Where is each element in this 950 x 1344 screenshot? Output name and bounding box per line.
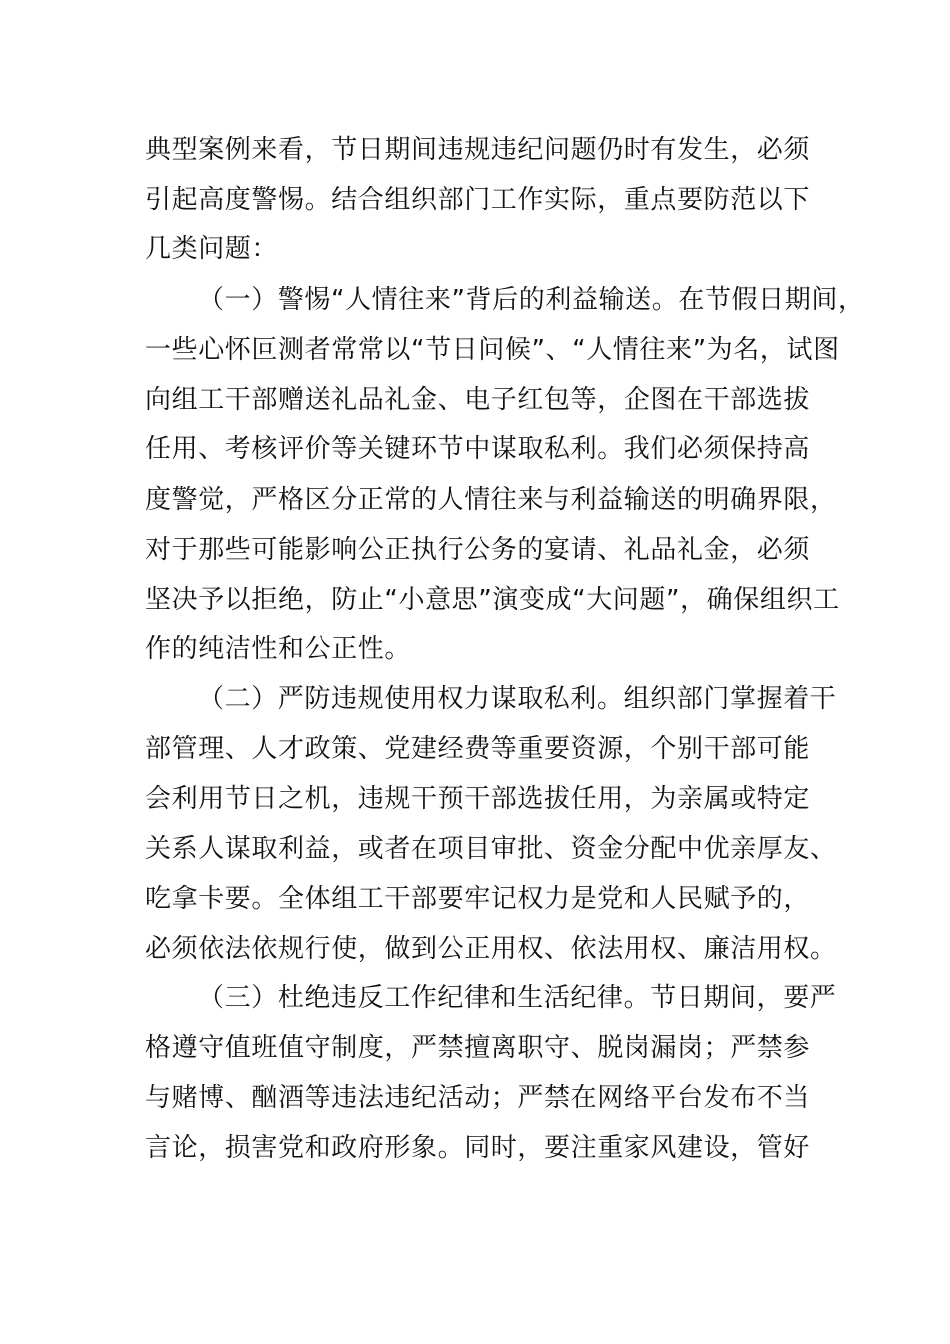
text-line-11: 作的纯洁性和公正性。 — [145, 634, 412, 664]
text-line-17: 必须依法依规行使，做到公正用权、依法用权、廉洁用权。 — [145, 934, 837, 964]
text-line-3: 几类问题： — [145, 234, 279, 264]
text-line-1: 典型案例来看，节日期间违规违纪问题仍时有发生，必须 — [145, 135, 811, 165]
text-line-6: 向组工干部赠送礼品礼金、电子红包等，企图在干部选拔 — [145, 385, 811, 415]
text-line-10: 坚决予以拒绝，防止“小意思”演变成“大问题”，确保组织工 — [145, 585, 840, 615]
text-line-14: 会利用节日之机，违规干预干部选拔任用，为亲属或特定 — [145, 784, 811, 814]
section-two-heading-line: （二）严防违规使用权力谋取私利。组织部门掌握着干 — [198, 684, 837, 714]
section-one-heading-line: （一）警惕“人情往来”背后的利益输送。在节假日期间， — [198, 285, 865, 315]
text-line-13: 部管理、人才政策、党建经费等重要资源，个别干部可能 — [145, 734, 811, 764]
text-line-7: 任用、考核评价等关键环节中谋取私利。我们必须保持高 — [145, 434, 811, 464]
text-line-9: 对于那些可能影响公正执行公务的宴请、礼品礼金，必须 — [145, 535, 811, 565]
text-line-8: 度警觉，严格区分正常的人情往来与利益输送的明确界限， — [145, 485, 837, 515]
section-three-heading-line: （三）杜绝违反工作纪律和生活纪律。节日期间，要严 — [198, 983, 837, 1013]
text-line-21: 言论，损害党和政府形象。同时，要注重家风建设，管好 — [145, 1133, 811, 1163]
text-line-16: 吃拿卡要。全体组工干部要牢记权力是党和人民赋予的， — [145, 884, 811, 914]
text-line-2: 引起高度警惕。结合组织部门工作实际，重点要防范以下 — [145, 185, 811, 215]
text-line-19: 格遵守值班值守制度，严禁擅离职守、脱岗漏岗；严禁参 — [145, 1033, 811, 1063]
text-line-5: 一些心怀叵测者常常以“节日问候”、“人情往来”为名，试图 — [145, 335, 840, 365]
text-line-20: 与赌博、酗酒等违法违纪活动；严禁在网络平台发布不当 — [145, 1083, 811, 1113]
text-line-15: 关系人谋取利益，或者在项目审批、资金分配中优亲厚友、 — [145, 834, 837, 864]
